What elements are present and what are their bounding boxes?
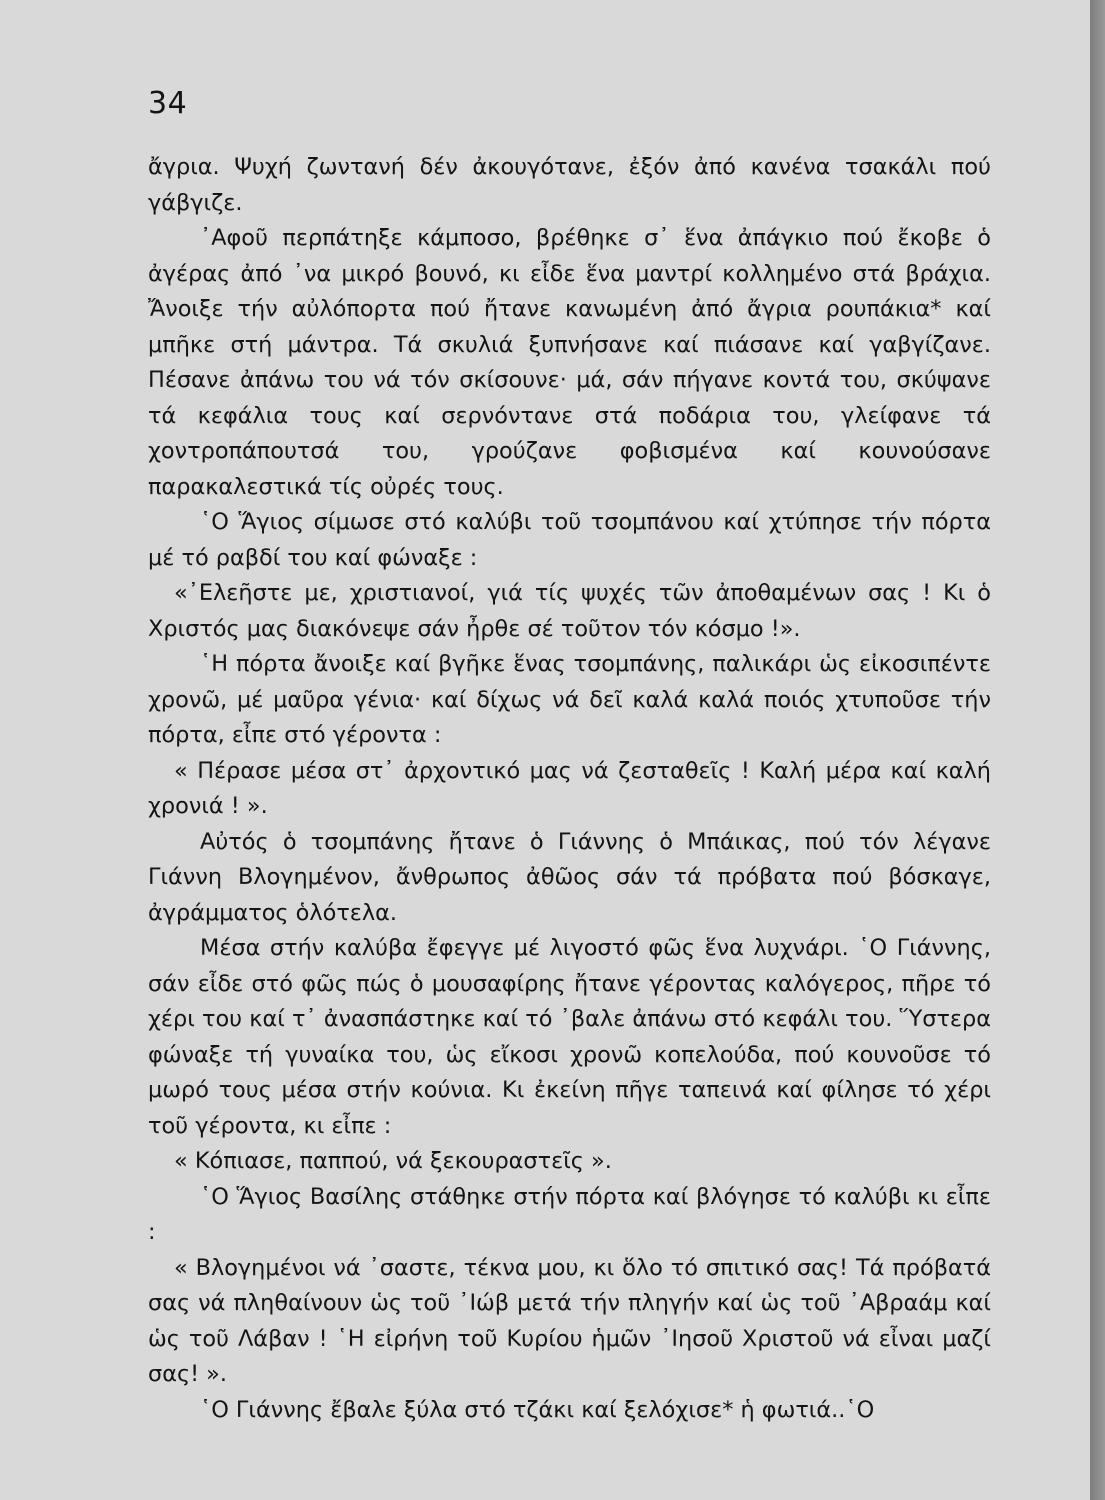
quote-paragraph: « Πέρασε μέσα στ᾿ ἀρχοντικό μας νά ζεσταθεῖς ! Καλή μέρα καί καλή χρονιά ! ». (148, 757, 991, 819)
paragraph: ῾Ο Ἅγιος Βασίλης στάθηκε στήν πόρτα καί βλόγησε τό καλύβι κι εἶπε : (148, 1183, 991, 1245)
page-edge-shadow (1090, 0, 1105, 1500)
body-text (148, 150, 991, 1428)
quote-paragraph: « Βλογημένοι νά ᾿σαστε, τέκνα μου, κι ὅλο τό σπιτικό σας! Τά πρόβατά σας νά πληθαίνουν ὡς τοῦ ᾿Ιώβ μετά τήν πληγήν καί ὡς τοῦ ᾿Αβραάμ καί ὡς τοῦ Λάβαν ! ῾Η εἰρήνη τοῦ Κυρίου ἡμῶν ᾿Ιησοῦ Χριστοῦ νά εἶναι μαζί σας! ». (148, 1254, 991, 1387)
paragraph: Αὐτός ὁ τσομπάνης ἤτανε ὁ Γιάννης ὁ Μπάικας, πού τόν λέγανε Γιάννη Βλογημένον, ἄνθρωπος ἀθῶος σάν τά πρόβατα πού βόσκαγε, ἀγράμματος ὁλότελα. (148, 828, 991, 926)
paragraph: ῾Ο Γιάννης ἔβαλε ξύλα στό τζάκι καί ξελόχισε* ἡ φωτιά..῾Ο (200, 1396, 875, 1423)
paragraph: ῾Η πόρτα ἄνοιξε καί βγῆκε ἕνας τσομπάνης, παλικάρι ὡς εἰκοσιπέντε χρονῶ, μέ μαῦρα γένια· καί δίχως νά δεῖ καλά καλά ποιός χτυποῦσε τήν πόρτα, εἶπε στό γέροντα : (148, 651, 991, 748)
paragraph: ἄγρια. Ψυχή ζωντανή δέν ἀκουγότανε, ἐξόν ἀπό κανένα τσακάλι πού γάβγιζε. (148, 154, 991, 216)
paragraph: ῾Ο Ἅγιος σίμωσε στό καλύβι τοῦ τσομπάνου καί χτύπησε τήν πόρτα μέ τό ραβδί του καί φώναξε : (148, 509, 991, 571)
quote-paragraph: «᾿Ελεῆστε με, χριστιανοί, γιά τίς ψυχές τῶν ἀποθαμένων σας ! Κι ὁ Χριστός μας διακόνεψε σάν ἦρθε σέ τοῦτον τόν κόσμο !». (148, 580, 991, 642)
paragraph: ᾿Αφοῦ περπάτηξε κάμποσο, βρέθηκε σ᾿ ἕνα ἀπάγκιο πού ἔκοβε ὁ ἀγέρας ἀπό ᾿να μικρό βουνό, κι εἶδε ἕνα μαντρί κολλημένο στά βράχια. Ἄνοιξε τήν αὐλόπορτα πού ἤτανε κανωμένη ἀπό ἄγρια ρουπάκια* καί μπῆκε στή μάντρα. Τά σκυλιά ξυπνήσανε καί πιάσανε καί γαβγίζανε. Πέσανε ἀπάνω του νά τόν σκίσουνε· μά, σάν πήγανε κοντά του, σκύψανε τά κεφάλια τους καί σερνόντανε στά ποδάρια του, γλείφανε τά χοντροπάπουτσά του, γρούζανε φοβισμένα καί κουνούσανε παρακαλεστικά τίς οὐρές τους. (148, 225, 991, 500)
quote-paragraph: « Κόπιασε, παππού, νά ξεκουραστεῖς ». (174, 1148, 612, 1174)
page-number: 34 (148, 86, 188, 121)
paragraph: Μέσα στήν καλύβα ἔφεγγε μέ λιγοστό φῶς ἕνα λυχνάρι. ῾Ο Γιάννης, σάν εἶδε στό φῶς πώς ὁ μουσαφίρης ἤτανε γέροντας καλόγερος, πῆρε τό χέρι του καί τ᾿ ἀνασπάστηκε καί τό ᾿βαλε ἀπάνω στό κεφάλι του. Ὕστερα φώναξε τή γυναίκα του, ὡς εἴκοσι χρονῶ κοπελούδα, πού κουνοῦσε τό μωρό τους μέσα στήν κούνια. Κι ἐκείνη πῆγε ταπεινά καί φίλησε τό χέρι τοῦ γέροντα, κι εἶπε : (148, 935, 991, 1139)
